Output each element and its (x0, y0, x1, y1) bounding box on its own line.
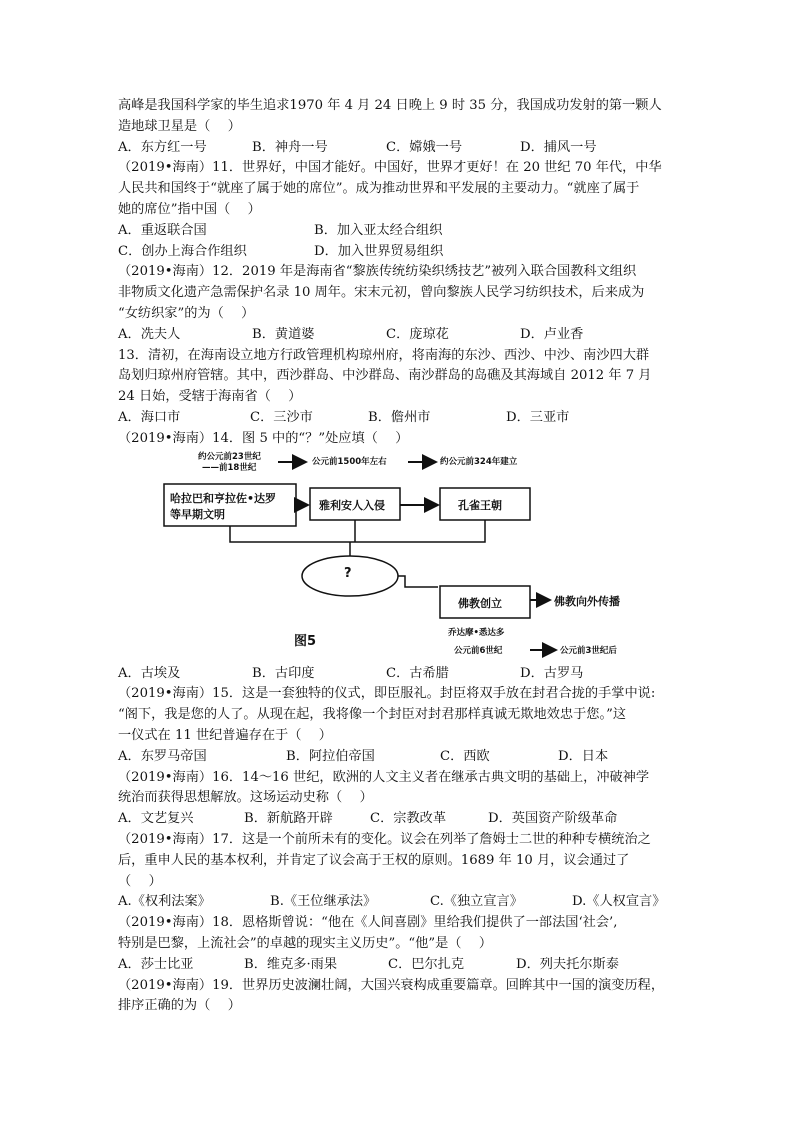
question-16-text: （2019•海南）16．14～16 世纪，欧洲的人文主义者在继承古典文明的基础上，冲破神学 (118, 769, 650, 785)
question-11-options (118, 221, 688, 242)
time-label-aryan: 公元前1500年左右 (312, 456, 387, 467)
question-source: （2019•海南） (118, 769, 213, 785)
time-label-harappa-end: ——前18世纪 (202, 462, 257, 473)
option-d: D．卢业香 (520, 326, 584, 342)
option-a: A．东方红一号 (118, 139, 207, 155)
question-16-options (118, 809, 688, 830)
question-12-text: （2019•海南）12．2019 年是海南省“黎族传统纺染织绣技艺”被列入联合国教科文组织 (118, 264, 637, 280)
question-11-text: 人民共和国终于“就座了属于她的席位”。成为推动世界和平发展的主要动力。“就座了属于 (118, 181, 640, 197)
question-source: （2019•海南） (118, 977, 213, 993)
time-label-harappa: 约公元前23世纪 (198, 451, 261, 462)
exam-page (118, 96, 688, 1017)
flowchart-lines (118, 450, 688, 664)
question-13-text: 13．清初，在海南设立地方行政管理机构琼州府，将南海的东沙、西沙、中沙、南沙四大群 (118, 347, 650, 363)
option-c: C．嫦娥一号 (386, 139, 463, 155)
question-12-text: 非物质文化遗产急需保护名录 10 周年。宋末元初，曾向黎族人民学习纺织技术，后来成为 (118, 285, 645, 301)
question-17-text: （ ） (118, 873, 162, 889)
question-11-options (118, 242, 688, 263)
option-a: A.《权利法案》 (118, 894, 211, 910)
question-12-text: “女纺织家”的为（ ） (118, 305, 255, 321)
question-17-text: （2019•海南）17．这是一个前所未有的变化。议会在列举了詹姆士二世的种种专横统治之 (118, 831, 651, 847)
option-b: B．阿拉伯帝国 (286, 748, 375, 764)
figure-caption: 图5 (294, 633, 317, 649)
question-source: （2019•海南） (118, 831, 213, 847)
figure-5-flowchart (118, 450, 688, 664)
box-buddhism-label: 佛教创立 (458, 596, 502, 610)
option-a: A．文艺复兴 (118, 811, 194, 827)
option-c: C．巴尔扎克 (388, 956, 465, 972)
option-b: B．加入亚太经合组织 (314, 222, 443, 238)
question-13-text: 24 日始，受辖于海南省（ ） (118, 389, 302, 405)
question-19-text: 排序正确的为（ ） (118, 998, 241, 1014)
question-18-text: 特别是巴黎，上流社会”的卓越的现实主义历史”。“他”是（ ） (118, 935, 493, 951)
option-d: D．加入世界贸易组织 (314, 243, 444, 259)
option-a: A．古埃及 (118, 665, 181, 681)
option-a: A．冼夫人 (118, 326, 181, 342)
option-c: C．古希腊 (386, 665, 449, 681)
question-14-options (118, 664, 688, 685)
question-source: （2019•海南） (118, 264, 213, 280)
founder-label: 乔达摩•悉达多 (448, 627, 505, 638)
question-10-text: 造地球卫星是（ ） (118, 118, 241, 134)
option-d: D．列夫托尔斯泰 (516, 956, 619, 972)
time-label-buddhism: 公元前6世纪 (454, 645, 503, 656)
option-d: D．古罗马 (520, 665, 584, 681)
question-17-text: 后，重申人民的基本权利，并肯定了议会高于王权的原则。1689 年 10 月，议会通过了 (118, 852, 630, 868)
question-10-text: 高峰是我国科学家的毕生追求1970 年 4 月 24 日晚上 9 时 35 分，我国成功发射的第一颗人 (118, 98, 662, 113)
question-17-options (118, 892, 688, 913)
option-c: C．庞琼花 (386, 326, 449, 342)
option-b: B．儋州市 (368, 409, 431, 425)
box-harappa-label: 哈拉巴和亨拉佐•达罗 (170, 491, 277, 505)
question-15-text: （2019•海南）15．这是一套独特的仪式，即臣服礼。封臣将双手放在封君合拢的手掌中说: (118, 686, 656, 702)
question-15-text: “阁下，我是您的人了。从现在起，我将像一个封臣对封君那样真诚无欺地效忠于您。”这 (118, 707, 627, 723)
question-11-text: （2019•海南）11．世界好，中国才能好。中国好，世界才更好！在 20 世纪 70 年代，中华 (118, 160, 662, 176)
option-b: B．古印度 (252, 665, 315, 681)
option-c: C．创办上海合作组织 (118, 243, 247, 259)
option-c: C．西欧 (440, 748, 490, 764)
option-d: D．日本 (558, 748, 609, 764)
question-18-text: （2019•海南）18．恩格斯曾说：“他在《人间喜剧》里给我们提供了一部法国‘社会’, (118, 915, 618, 931)
question-18-options (118, 955, 688, 976)
option-b: B．神舟一号 (252, 139, 328, 155)
option-c: C.《独立宣言》 (430, 894, 523, 910)
box-aryan-label: 雅利安人入侵 (319, 498, 385, 512)
question-14-text: （2019•海南）14．图 5 中的“？”处应填（ ） (118, 430, 409, 446)
time-label-spread: 公元前3世纪后 (560, 645, 617, 656)
question-13-text: 岛划归琼州府管辖。其中，西沙群岛、中沙群岛、南沙群岛的岛礁及其海域自 2012 年 7 月 (118, 368, 652, 384)
option-d: D.《人权宣言》 (572, 894, 666, 910)
question-source: （2019•海南） (118, 686, 213, 702)
option-d: D．捕风一号 (520, 139, 597, 155)
question-13-options (118, 408, 688, 429)
option-b: B．维克多·雨果 (244, 956, 338, 972)
connector-line (398, 576, 438, 587)
question-15-options (118, 747, 688, 768)
question-19-text: （2019•海南）19．世界历史波澜壮阔，大国兴衰构成重要篇章。回眸其中一国的演变历程， (118, 977, 665, 993)
option-a: A．莎士比亚 (118, 956, 194, 972)
question-11-text: 她的席位”指中国（ ） (118, 201, 261, 217)
question-mark: ? (344, 565, 352, 581)
option-b: B．新航路开辟 (244, 811, 333, 827)
question-source: （2019•海南） (118, 430, 213, 446)
question-10-options (118, 138, 688, 159)
spread-label: 佛教向外传播 (554, 594, 620, 608)
question-16-text: 统治而获得思想解放。这场运动史称（ ） (118, 790, 373, 806)
time-label-maurya: 约公元前324年建立 (440, 456, 518, 467)
box-maurya-label: 孔雀王朝 (458, 498, 502, 512)
question-12-options (118, 325, 688, 346)
option-d: D．英国资产阶级革命 (488, 811, 618, 827)
option-d: D．三亚市 (506, 409, 570, 425)
question-source: （2019•海南） (118, 160, 213, 176)
option-b: B.《王位继承法》 (270, 894, 377, 910)
box-harappa-label: 等早期文明 (170, 507, 225, 521)
question-15-text: 一仪式在 11 世纪普遍存在于（ ） (118, 727, 332, 743)
option-b: B．黄道婆 (252, 326, 315, 342)
option-a: A．东罗马帝国 (118, 748, 207, 764)
option-a: A．重返联合国 (118, 222, 207, 238)
question-source: （2019•海南） (118, 915, 213, 931)
option-c: C．宗教改革 (370, 811, 447, 827)
option-a: A．海口市 (118, 409, 181, 425)
option-c: C．三沙市 (250, 409, 313, 425)
